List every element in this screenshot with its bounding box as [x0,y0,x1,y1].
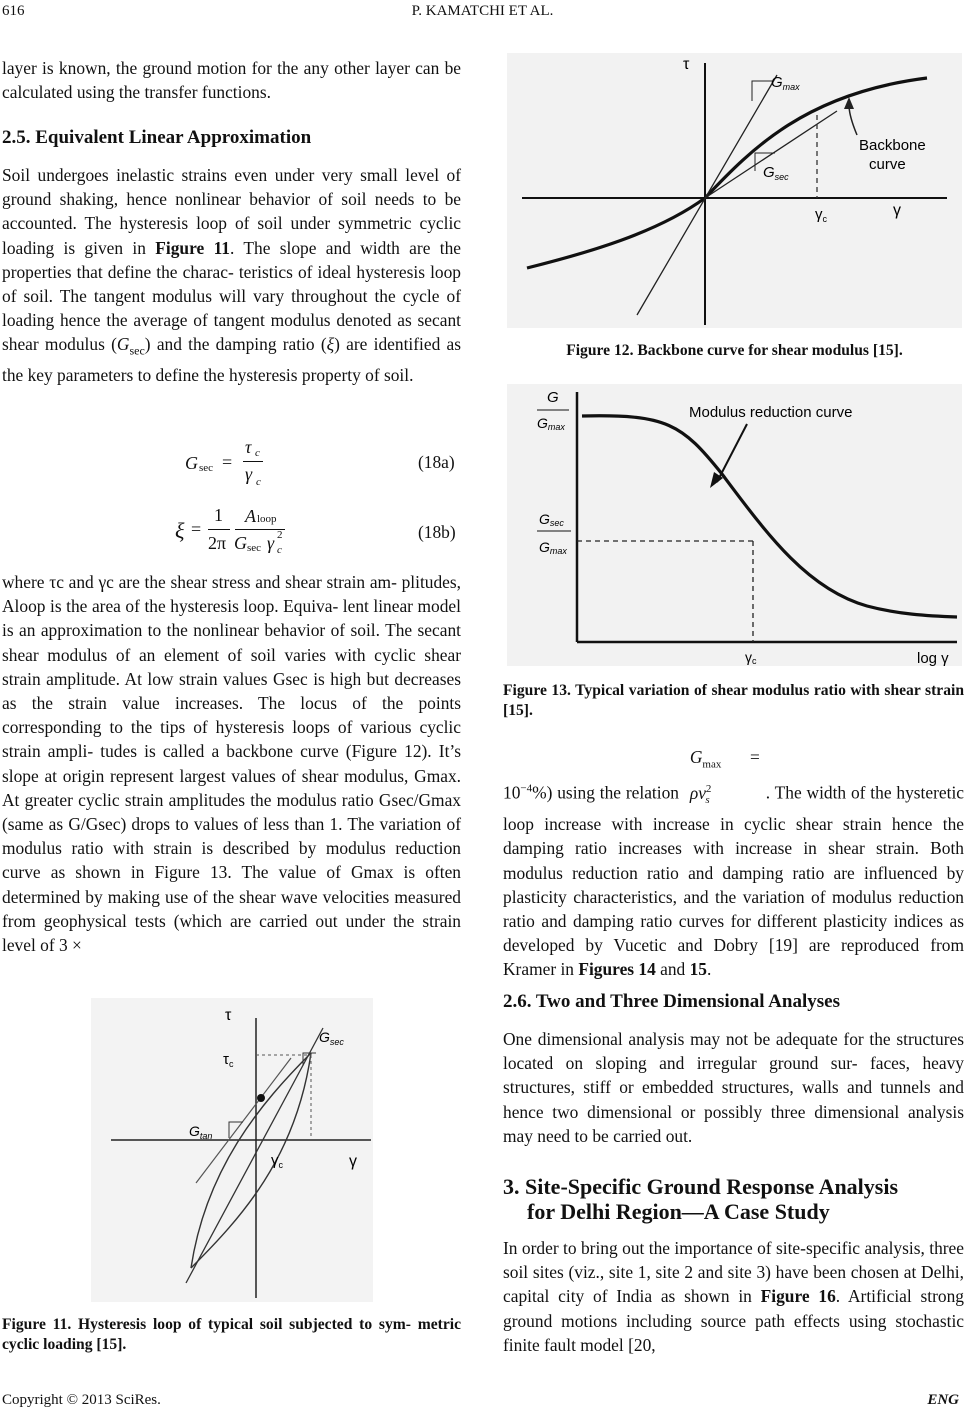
figure-13 [507,384,962,666]
page-number: 616 [2,3,25,19]
footer-journal: ENG [927,1392,959,1408]
fig11-gamma-c-label: $\gamma_c$ [271,1152,283,1170]
footer-copyright: Copyright © 2013 SciRes. [2,1392,161,1408]
paragraph-case-study: In order to bring out the importance of site-specific analysis, three soil sites (viz., site 1, site 2 and site 3) have been chosen at Delhi, capital city of India as shown in Figure 16. Artificial strong ground motions including source path effects using stochastic finite fault model [20, [503,1238,964,1355]
section-2-5-title: 2.5. Equivalent Linear Approximation [2,127,312,148]
section-2-6-title: 2.6. Two and Three Dimensional Analyses [503,991,840,1012]
fig13-title-label: Modulus reduction curve [689,404,853,421]
fig13-gsec-label: Gsec [539,511,564,528]
fig13-log-gamma-label: log γ [917,650,949,666]
figure-11-caption: Figure 11. Hysteresis loop of typical soil subjected to sym- metric cyclic loading [15]. [2,1316,461,1353]
fig11-tau-label: τ [225,1007,232,1024]
fig13-g-label: G [547,389,559,406]
fig12-gamma-c-label: $\gamma_c$ [815,206,827,224]
relation-gmax: $G_{max} = \rho v^2_s$ [689,747,760,806]
figure-12-caption: Figure 12. Backbone curve for shear modulus [15]. [566,342,903,359]
fig12-gsec-label: $G_{sec}$ [763,164,789,182]
paragraph-equivalent-linear: where τc and γc are the shear stress and shear strain am- plitudes, Aloop is the area of the hysteresis loop. Equiva- lent linear model is an approximation to the nonlinear behavior of soil. The secant shear modulus of an element of soil varies with cyclic shear strain amplitude. At low strain values Gsec is high but decreases as the strain value increases. The locus of the points corresponding to the tips of hysteresis loops of various cyclic strain ampli- tudes is called a backbone curve (Figure 12). It’s slope at origin represent largest values of shear modulus, Gmax. At greater cyclic strain amplitudes the modulus ratio Gsec/Gmax (same as G/Gsec) drops to values of less than 1. The variation of modulus ratio with strain is described by modulus reduction curve as shown in Figure 13. The value of Gmax is often determined by making use of the shear wave velocities measured from geophysical tests (which are carried out under the strain level of 3 × [2,572,461,956]
fig11-gamma-label: γ [349,1153,357,1170]
running-title: P. KAMATCHI ET AL. [411,3,554,19]
figure-16-ref[interactable]: Figure 16 [760,1286,836,1307]
fig12-backbone-label-2: curve [869,156,906,173]
figures-14-ref[interactable]: Figures 14 [578,959,656,980]
equation-18a-number: (18a) [418,452,455,472]
fig11-tangent-point [257,1094,265,1102]
paragraph-damping: $10^{-4}\%$) using the relation $G_{max} = \rho v^2_s$ . The width of the hysteretic loop increase with increase in cyclic shear strain hence the damping ratio increases with increase in shear strain. Both modulus reduction ratio and damping ratio are influenced by plasticity characteristics, and the variation of modulus reduction ratio and damping ratio curves for different plasticity indices as developed by Vucetic and Dobry [19] are reproduced from Kramer in Figures 14 and 15. [503,747,964,980]
equation-18a: G sec = τ c γ c [185,440,275,490]
intro-paragraph: layer is known, the ground motion for the any other layer can be calculated using the transfer functions. [2,58,461,103]
figure-15-ref[interactable]: 15 [689,959,707,980]
figure-11 [91,998,373,1302]
fig13-gmax-label-2: Gmax [539,539,567,556]
fig12-backbone-label-1: Backbone [859,137,926,154]
fig13-gamma-c-label: γc [745,649,757,666]
fig11-gsec-label: $G_{sec}$ [319,1029,344,1047]
fig11-gtan-label: $G_{tan}$ [189,1123,213,1141]
equation-18b: ξ = 1 2π A loop G sec γ 2 c [175,502,295,562]
figure-11-ref[interactable]: Figure 11 [155,237,230,258]
figure-12 [507,53,962,328]
equation-18b-number: (18b) [418,522,456,542]
fig13-gmax-label: Gmax [537,415,565,432]
figure-13-caption: Figure 13. Typical variation of shear modulus ratio with shear strain [15]. [503,682,964,719]
paragraph-hysteresis: Soil undergoes inelastic strains even under very small level of ground shaking, hence nonlinear behavior of soil needs to be accounted. The hysteresis loop of soil under symmetric cyclic loading is given in Figure 11. The slope and width are the properties that define the charac- teristics of ideal hysteresis loop of soil. The tangent modulus will vary throughout the cycle of loading hence the average of tangent modulus denoted as secant shear modulus $(G_{sec})$ and the damping ratio (ξ) are identified as the key parameters to define the hysteresis property of soil. [2,165,462,386]
fig11-tau-c-label: $\tau_c$ [223,1051,234,1069]
section-3-title-line-2: for Delhi Region—A Case Study [527,1199,830,1224]
section-3-title-line-1: 3. Site-Specific Ground Response Analysis [503,1174,899,1199]
paragraph-2d-3d: One dimensional analysis may not be adequate for the structures located on sloping and irregular ground sur- faces, heavy structures, stiff or embedded structures, walls and tunnels and hence two dimensional or possibly three dimensional analysis may need to be carried out. [503,1029,964,1146]
fig12-gamma-label: γ [893,202,901,219]
fig12-gmax-label: $G_{max}$ [771,74,800,92]
fig12-tau-label: τ [683,56,690,73]
